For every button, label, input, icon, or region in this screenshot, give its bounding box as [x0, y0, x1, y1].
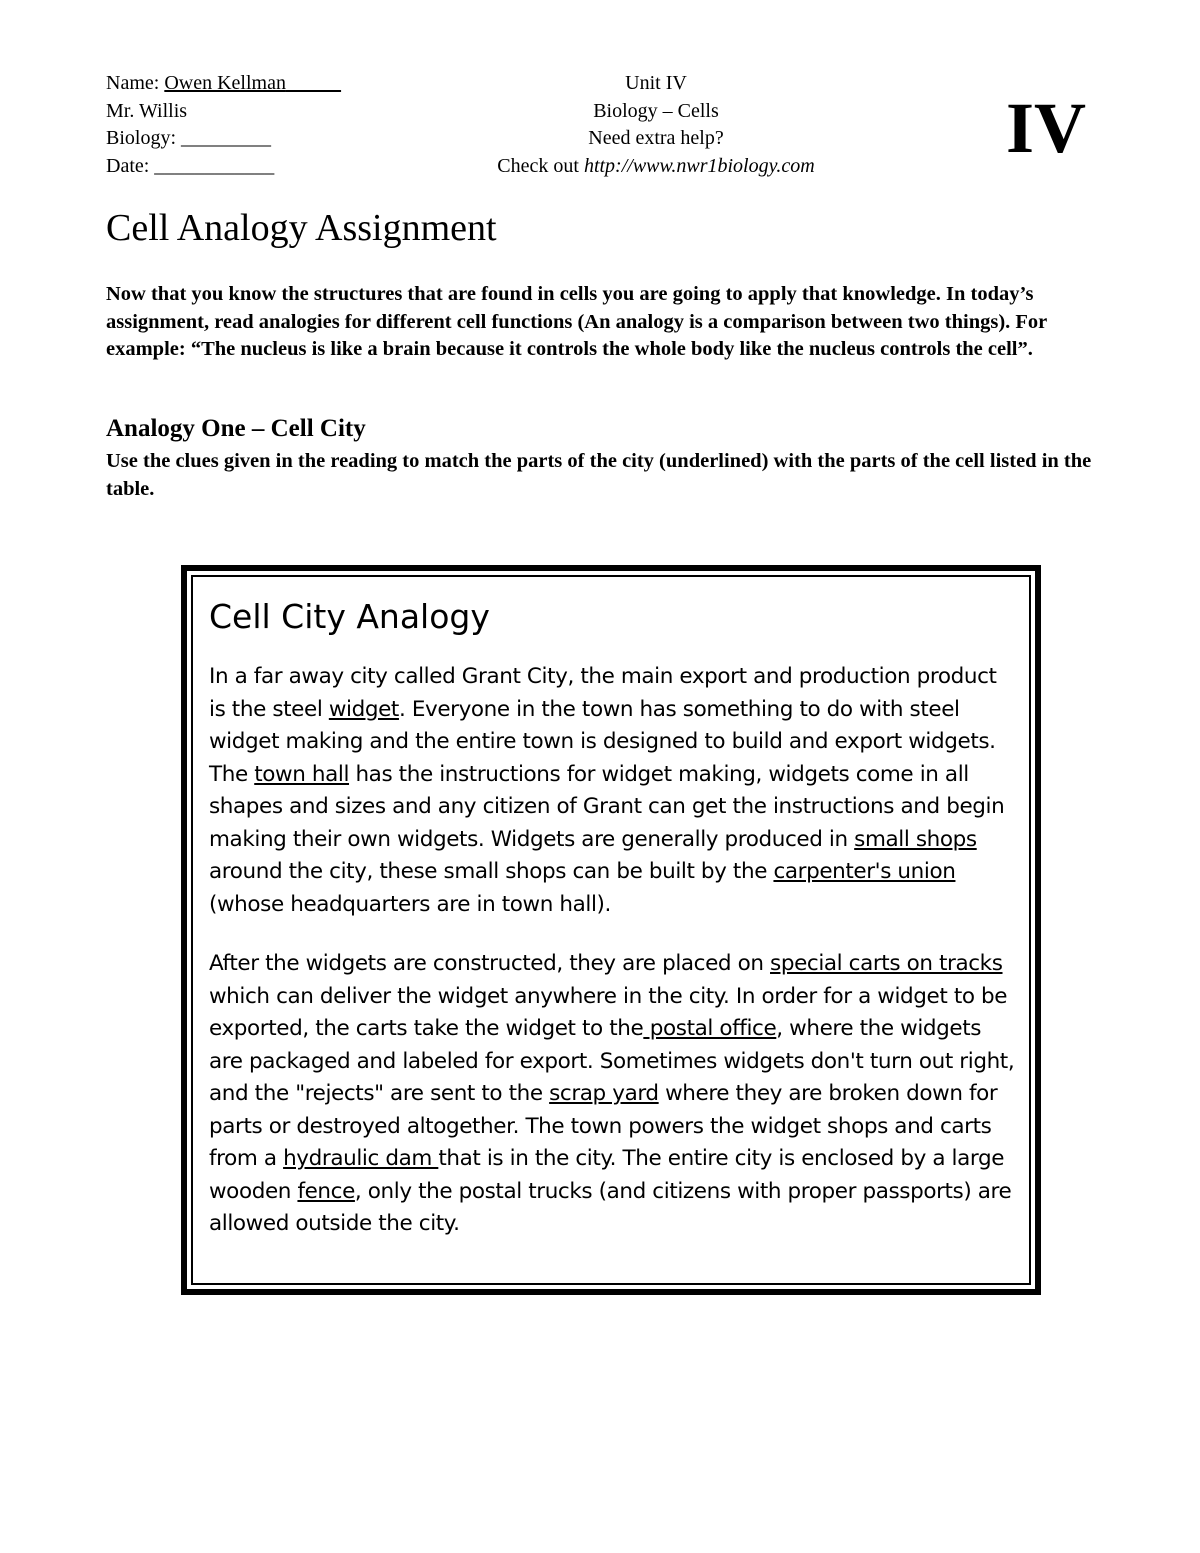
- underlined-term: fence: [297, 1178, 355, 1204]
- text-run: which can deliver the widget anywhere in the city. In order for a widget to be exported, the carts take the widget to the: [209, 983, 1008, 1041]
- text-run: where they are broken down for parts or destroyed altogether. The town powers the widget shops and carts from a: [209, 1081, 998, 1171]
- help-label: Need extra help?: [588, 127, 724, 149]
- unit-label: Unit IV: [625, 72, 687, 94]
- analogy-paragraph-2: [209, 948, 1015, 1241]
- teacher-name: Mr. Willis: [106, 99, 188, 122]
- analogy-box-inner: [191, 575, 1031, 1285]
- text-run: . Everyone in the town has something to do with steel widget making and the entire town is designed to build and export widgets. The: [209, 696, 996, 787]
- text-run: that is in the city. The entire city is enclosed by a large wooden: [209, 1146, 1005, 1204]
- subject-label: Biology – Cells: [593, 99, 719, 122]
- biology-line: Biology: _________: [106, 127, 272, 149]
- help-url: http://www.nwr1biology.com: [583, 154, 815, 177]
- checkout-line: [446, 153, 866, 181]
- intro-paragraph: Now that you know the structures that are found in cells you are going to apply that knowledge. In today’s assignment, read analogies for different cell functions (An analogy is a comparison between two things). For example: “The nucleus is like a brain because it controls the whole body like the nucleus controls the cell”.: [106, 283, 1047, 360]
- text-run: , where the widgets are packaged and labeled for export. Sometimes widgets don't turn out right, and the "rejects" are sent to the: [209, 1016, 1015, 1106]
- underlined-term: hydraulic dam: [283, 1146, 439, 1171]
- analogy-box: [181, 565, 1041, 1295]
- student-info: [106, 70, 446, 180]
- text-run: , only the postal trucks (and citizens with proper passports) are allowed outside the city.: [209, 1178, 1012, 1236]
- name-label: Name:: [106, 72, 165, 94]
- underlined-term: widget: [328, 696, 399, 722]
- text-run: (whose headquarters are in town hall).: [209, 891, 611, 917]
- underlined-term: carpenter's union: [773, 859, 956, 884]
- unit-info: [446, 70, 866, 180]
- underlined-term: special carts on tracks: [770, 951, 1003, 976]
- page-title: Cell Analogy Assignment: [106, 207, 497, 249]
- worksheet-header: [106, 70, 1106, 190]
- underlined-term: postal office: [643, 1016, 777, 1041]
- text-run: After the widgets are constructed, they are placed on: [209, 951, 771, 976]
- text-run: has the instructions for widget making, widgets come in all shapes and sizes and any citizen of Grant can get the instructions and begin making their own widgets. Widgets are generally produced in: [209, 761, 1005, 852]
- analogy-paragraph-1: [209, 661, 1015, 921]
- name-blank: _____: [285, 72, 341, 94]
- analogy-title: Cell City Analogy: [209, 597, 490, 636]
- text-run: In a far away city called Grant City, the main export and production product is the steel: [209, 664, 997, 722]
- checkout-label: Check out: [497, 154, 584, 177]
- name-line: [106, 70, 446, 98]
- underlined-term: scrap yard: [549, 1081, 659, 1106]
- text-run: around the city, these small shops can be built by the: [209, 859, 774, 884]
- section-heading: Analogy One – Cell City: [106, 415, 366, 442]
- student-name: Owen Kellman: [164, 72, 286, 94]
- underlined-term: town hall: [254, 761, 350, 787]
- underlined-term: small shops: [854, 826, 977, 852]
- section-instructions: Use the clues given in the reading to match the parts of the city (underlined) with the parts of the cell listed in the table.: [106, 450, 1092, 500]
- date-line: Date: ____________: [106, 154, 275, 177]
- unit-badge: IV: [1006, 88, 1087, 168]
